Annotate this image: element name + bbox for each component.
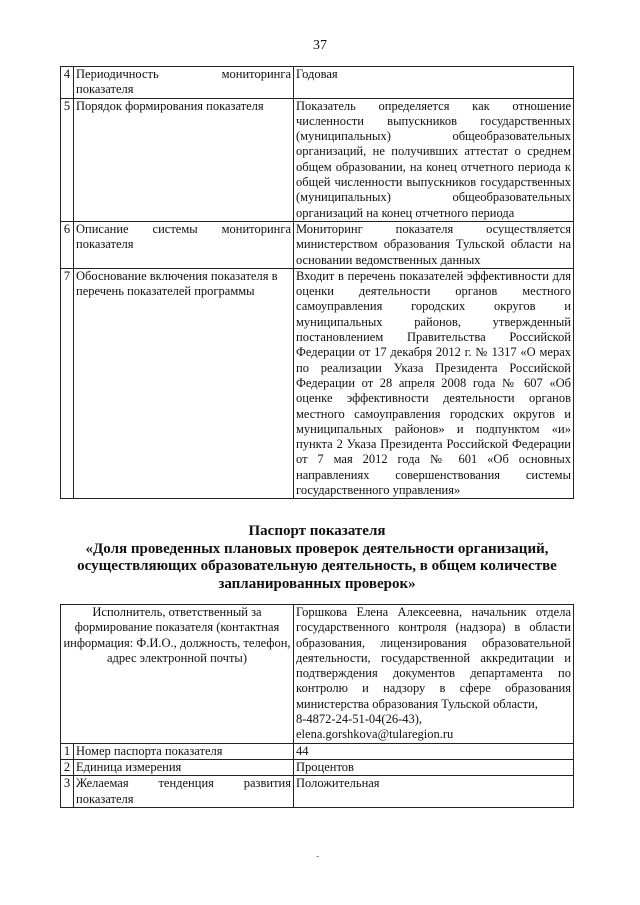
executor-value: [294, 605, 574, 744]
row-number: 3: [61, 776, 74, 808]
passport-subtitle: «Доля проведенных плановых проверок деятельности организаций, осуществляющих образовательную деятельность, в общем количестве запланированных проверок»: [77, 540, 557, 592]
row-value: Процентов: [294, 759, 574, 775]
page-number: 37: [313, 38, 327, 53]
row-number: 7: [61, 268, 74, 498]
executor-email: elena.gorshkova@tularegion.ru: [296, 727, 454, 742]
row-number: 2: [61, 759, 74, 775]
row-label: Желаемая тенденция развития показателя: [74, 776, 294, 808]
table-row: [61, 743, 574, 759]
table-row: [61, 759, 574, 775]
table-row: [61, 776, 574, 808]
executor-details: Горшкова Елена Алексеевна, начальник отдела государственного контроля (надзора) в области образования, лицензирования образовательной деятельности, государственной аккредитации и подтверждения документов департамента по контролю и надзору в сфере образования министерства образования Тульской области,: [296, 605, 571, 711]
row-label: Номер паспорта показателя: [74, 743, 294, 759]
row-label: Периодичность мониторинга показателя: [74, 67, 294, 99]
row-label: Единица измерения: [74, 759, 294, 775]
table-row: [61, 67, 574, 99]
row-label: Порядок формирования показателя: [74, 98, 294, 221]
passport-title: Паспорт показателя: [248, 523, 386, 539]
row-number: 6: [61, 221, 74, 268]
row-value: Годовая: [294, 67, 574, 99]
row-value: Положительная: [294, 776, 574, 808]
passport-heading: [60, 523, 574, 593]
row-value: Показатель определяется как отношение численности выпускников государственных (муниципальных) общеобразовательных организаций, не получивших аттестат о среднем общем образовании, на конец отчетного периода к общей численности выпускников государственных (муниципальных) общеобразовательных организаций на конец отчетного периода: [294, 98, 574, 221]
row-number: 5: [61, 98, 74, 221]
scan-mark: -: [316, 851, 320, 862]
table-row: [61, 98, 574, 221]
executor-phone: 8-4872-24-51-04(26-43),: [296, 712, 423, 727]
executor-label: Исполнитель, ответственный за формирование показателя (контактная информация: Ф.И.О., должность, телефон, адрес электронной почты): [61, 605, 294, 744]
row-number: 1: [61, 743, 74, 759]
row-value: 44: [294, 743, 574, 759]
row-label: Обоснование включения показателя в перечень показателей программы: [74, 268, 294, 498]
indicator-table-top: [60, 66, 574, 499]
table-row: [61, 268, 574, 498]
row-number: 4: [61, 67, 74, 99]
row-value: Входит в перечень показателей эффективности для оценки деятельности органов местного самоуправления городских округов и муниципальных районов, утвержденный постановлением Правительства Российской Федерации от 17 декабря 2012 г. № 1317 «О мерах по реализации Указа Президента Российской Федерации от 28 апреля 2008 года № 607 «Об оценке эффективности деятельности органов местного самоуправления городских округов и муниципальных районов» и подпунктом «и» пункта 2 Указа Президента Российской Федерации от 7 мая 2012 года № 601 «Об основных направлениях совершенствования системы государственного управления»: [294, 268, 574, 498]
table-row: [61, 221, 574, 268]
row-value: Мониторинг показателя осуществляется министерством образования Тульской области на основании ведомственных данных: [294, 221, 574, 268]
row-label: Описание системы мониторинга показателя: [74, 221, 294, 268]
passport-table: [60, 604, 574, 808]
executor-row: [61, 605, 574, 744]
